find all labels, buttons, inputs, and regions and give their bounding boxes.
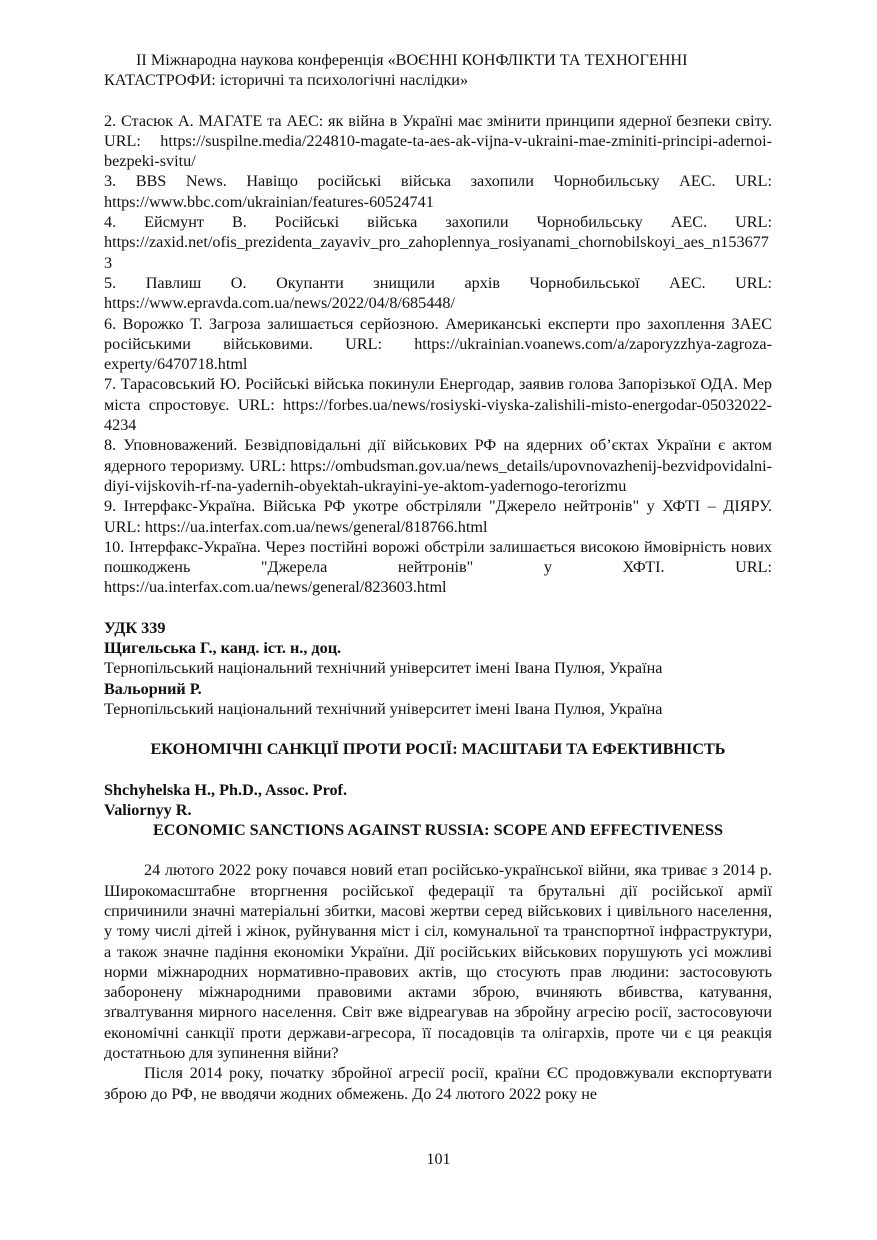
- udk-code: УДК 339: [104, 618, 166, 637]
- author-2-en: Valiornyy R.: [104, 800, 192, 819]
- body-paragraph-2: Після 2014 року, початку збройної агресії росії, країни ЄС продовжували експортувати зброю до РФ, не вводячи жодних обмежень. До 24 лютого 2022 року не: [104, 1064, 772, 1103]
- reference-3: 3. BBS News. Навіщо російські війська захопили Чорнобильську АЕС. URL: https://www.bbc.com/ukrainian/features-60524741: [104, 172, 772, 211]
- reference-8: 8. Уповноважений. Безвідповідальні дії військових РФ на ядерних об’єктах України є актом ядерного тероризму. URL: https://ombudsman.gov.ua/news_details/upovnovazhenij-bezvidpovidalni-diyi-vijskovih-rf-na-yadernih-obyektah-ukrayini-ye-aktom-yadernogo-terorizmu: [104, 436, 772, 495]
- page-content: [104, 50, 772, 1104]
- reference-4: 4. Ейсмунт В. Російські війська захопили Чорнобильську АЕС. URL: https://zaxid.net/ofis_prezidenta_zayaviv_pro_zahoplennya_rosiyanami_chornobilskoyi_aes_n1536773: [104, 213, 772, 272]
- reference-7: 7. Тарасовський Ю. Російські війська покинули Енергодар, заявив голова Запорізької ОДА. Мер міста спростовує. URL: https://forbes.ua/news/rosiyski-viyska-zalishili-misto-energodar-05032022-4234: [104, 375, 772, 435]
- affiliation-2: Тернопільський національний технічний університет імені Івана Пулюя, Україна: [104, 699, 663, 718]
- article-title-ua: ЕКОНОМІЧНІ САНКЦІЇ ПРОТИ РОСІЇ: МАСШТАБИ ТА ЕФЕКТИВНІСТЬ: [150, 740, 726, 759]
- reference-5: 5. Павлиш О. Окупанти знищили архів Чорнобильської АЕС. URL: https://www.epravda.com.ua/news/2022/04/8/685448/: [104, 273, 772, 313]
- author-1-en: Shchyhelska H., Ph.D., Assoc. Prof.: [104, 780, 347, 799]
- author-1: Щигельська Г., канд. іст. н., доц.: [104, 639, 342, 658]
- reference-6: 6. Ворожко Т. Загроза залишається серйозною. Американські експерти про захоплення ЗАЕС російськими військовими. URL: https://ukrainian.voanews.com/a/zaporyzzhya-zagroza-experty/6470718.html: [104, 314, 772, 374]
- article-metadata: [104, 618, 772, 719]
- article-body: [104, 860, 772, 1104]
- author-2: Вальорний Р.: [104, 679, 202, 698]
- article-title-en: ECONOMIC SANCTIONS AGAINST RUSSIA: SCOPE AND EFFECTIVENESS: [153, 821, 723, 840]
- body-paragraph-1: 24 лютого 2022 року почався новий етап російсько-української війни, яка триває з 2014 р. Широкомасштабне вторгнення російської федерації та брутальні дії російської армії спричинили значні матеріальні збитки, масові жертви серед військових і цивільного населення, у тому числі дітей і жінок, руйнування міст і сіл, комунальної та транспортної інфраструктури, а також значне падіння економіки України. Дії російських військових порушують усі можливі норми міжнародних нормативно-правових актів, що стосують прав людини: застосовують заборонену міжнародними правовими актами зброю, вчиняють вбивства, катування, зґвалтування мирного населення. Світ вже відреагував на збройну агресію росії, застосовуючи економічні санкції проти держави-агресора, її посадовців та олігархів, проте чи є ця реакція достатньою для зупинення війни?: [104, 861, 772, 1063]
- page-number: 101: [426, 1150, 451, 1168]
- english-metadata: [104, 780, 772, 841]
- references-list: [104, 111, 772, 598]
- conference-header-line2: КАТАСТРОФИ: історичні та психологічні наслідки»: [104, 71, 469, 90]
- conference-header-line1: ІІ Міжнародна наукова конференція «ВОЄННІ КОНФЛІКТИ ТА ТЕХНОГЕННІ: [136, 51, 688, 69]
- reference-10: 10. Інтерфакс-Україна. Через постійні ворожі обстріли залишається високою ймовірність нових пошкоджень "Джерела нейтронів" у ХФТІ. URL: https://ua.interfax.com.ua/news/general/823603.html: [104, 537, 772, 597]
- reference-2: 2. Стасюк А. МАГАТЕ та АЕС: як війна в Україні має змінити принципи ядерної безпеки світу. URL: https://suspilne.media/224810-magate-ta-aes-ak-vijna-v-ukraini-mae-zminiti-principi-adernoi-bezpeki-svitu/: [104, 111, 772, 171]
- reference-9: 9. Інтерфакс-Україна. Війська РФ укотре обстріляли "Джерело нейтронів" у ХФТІ – ДІЯРУ. URL: https://ua.interfax.com.ua/news/general/818766.html: [104, 497, 772, 536]
- affiliation-1: Тернопільський національний технічний університет імені Івана Пулюя, Україна: [104, 659, 663, 678]
